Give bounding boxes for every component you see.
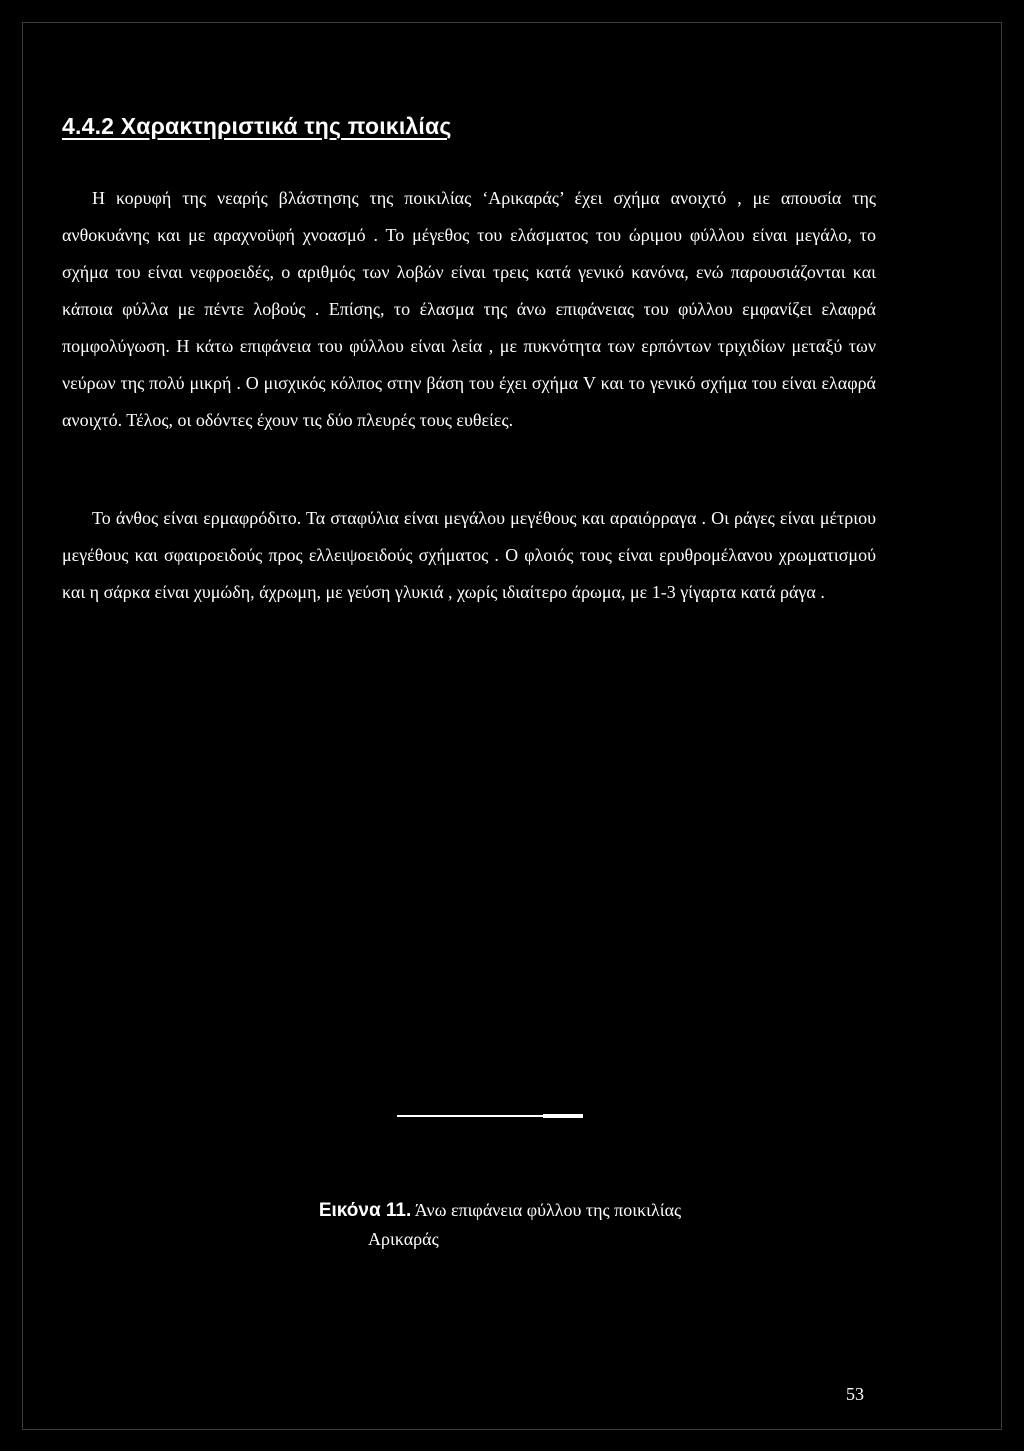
page-number: 53 — [846, 1384, 864, 1404]
figure-separator-line — [397, 1115, 583, 1117]
section-heading: 4.4.2 Χαρακτηριστικά της ποικιλίας — [62, 113, 452, 139]
figure-label: Εικόνα 11. — [318, 1200, 412, 1221]
paragraph-flower-description: Το άνθος είναι ερμαφρόδιτο. Τα σταφύλια είναι μεγάλου μεγέθους και αραιόρραγα . Οι ράγες είναι μέτριου μεγέθους και σφαιροειδούς προς ελλειψοειδούς σχήματος . Ο φλοιός τους είναι ερυθρομέλανου χρωματισμού και η σάρκα είναι χυμώδη, άχρωμη, με γεύση γλυκιά , χωρίς ιδιαίτερο άρωμα, με 1-3 γίγαρτα κατά ράγα . — [62, 508, 876, 602]
figure-caption-text-line2: Αρικαράς — [368, 1229, 439, 1249]
paragraph-leaf-description: Η κορυφή της νεαρής βλάστησης της ποικιλίας ‘Αρικαράς’ έχει σχήμα ανοιχτό , με απουσία της ανθοκυάνης και με αραχνοϋφή χνοασμό . Το μέγεθος του ελάσματος του ώριμου φύλλου είναι μεγάλο, το σχήμα του είναι νεφροειδές, ο αριθμός των λοβών είναι τρεις κατά γενικό κανόνα, ενώ παρουσιάζονται και κάποια φύλλα με πέντε λοβούς . Επίσης, το έλασμα της άνω επιφάνειας του φύλλου εμφανίζει ελαφρά πομφολύγωση. Η κάτω επιφάνεια του φύλλου είναι λεία , με πυκνότητα των ερπόντων τριχιδίων μεταξύ των νεύρων της πολύ μικρή . Ο μισχικός κόλπος στην βάση του έχει σχήμα V και το γενικό σχήμα του είναι ελαφρά ανοιχτό. Τέλος, οι οδόντες έχουν τις δύο πλευρές τους ευθείες. — [62, 188, 876, 430]
figure-caption-text: Άνω επιφάνεια φύλλου της ποικιλίας — [414, 1200, 682, 1220]
figure-caption — [240, 1196, 760, 1253]
